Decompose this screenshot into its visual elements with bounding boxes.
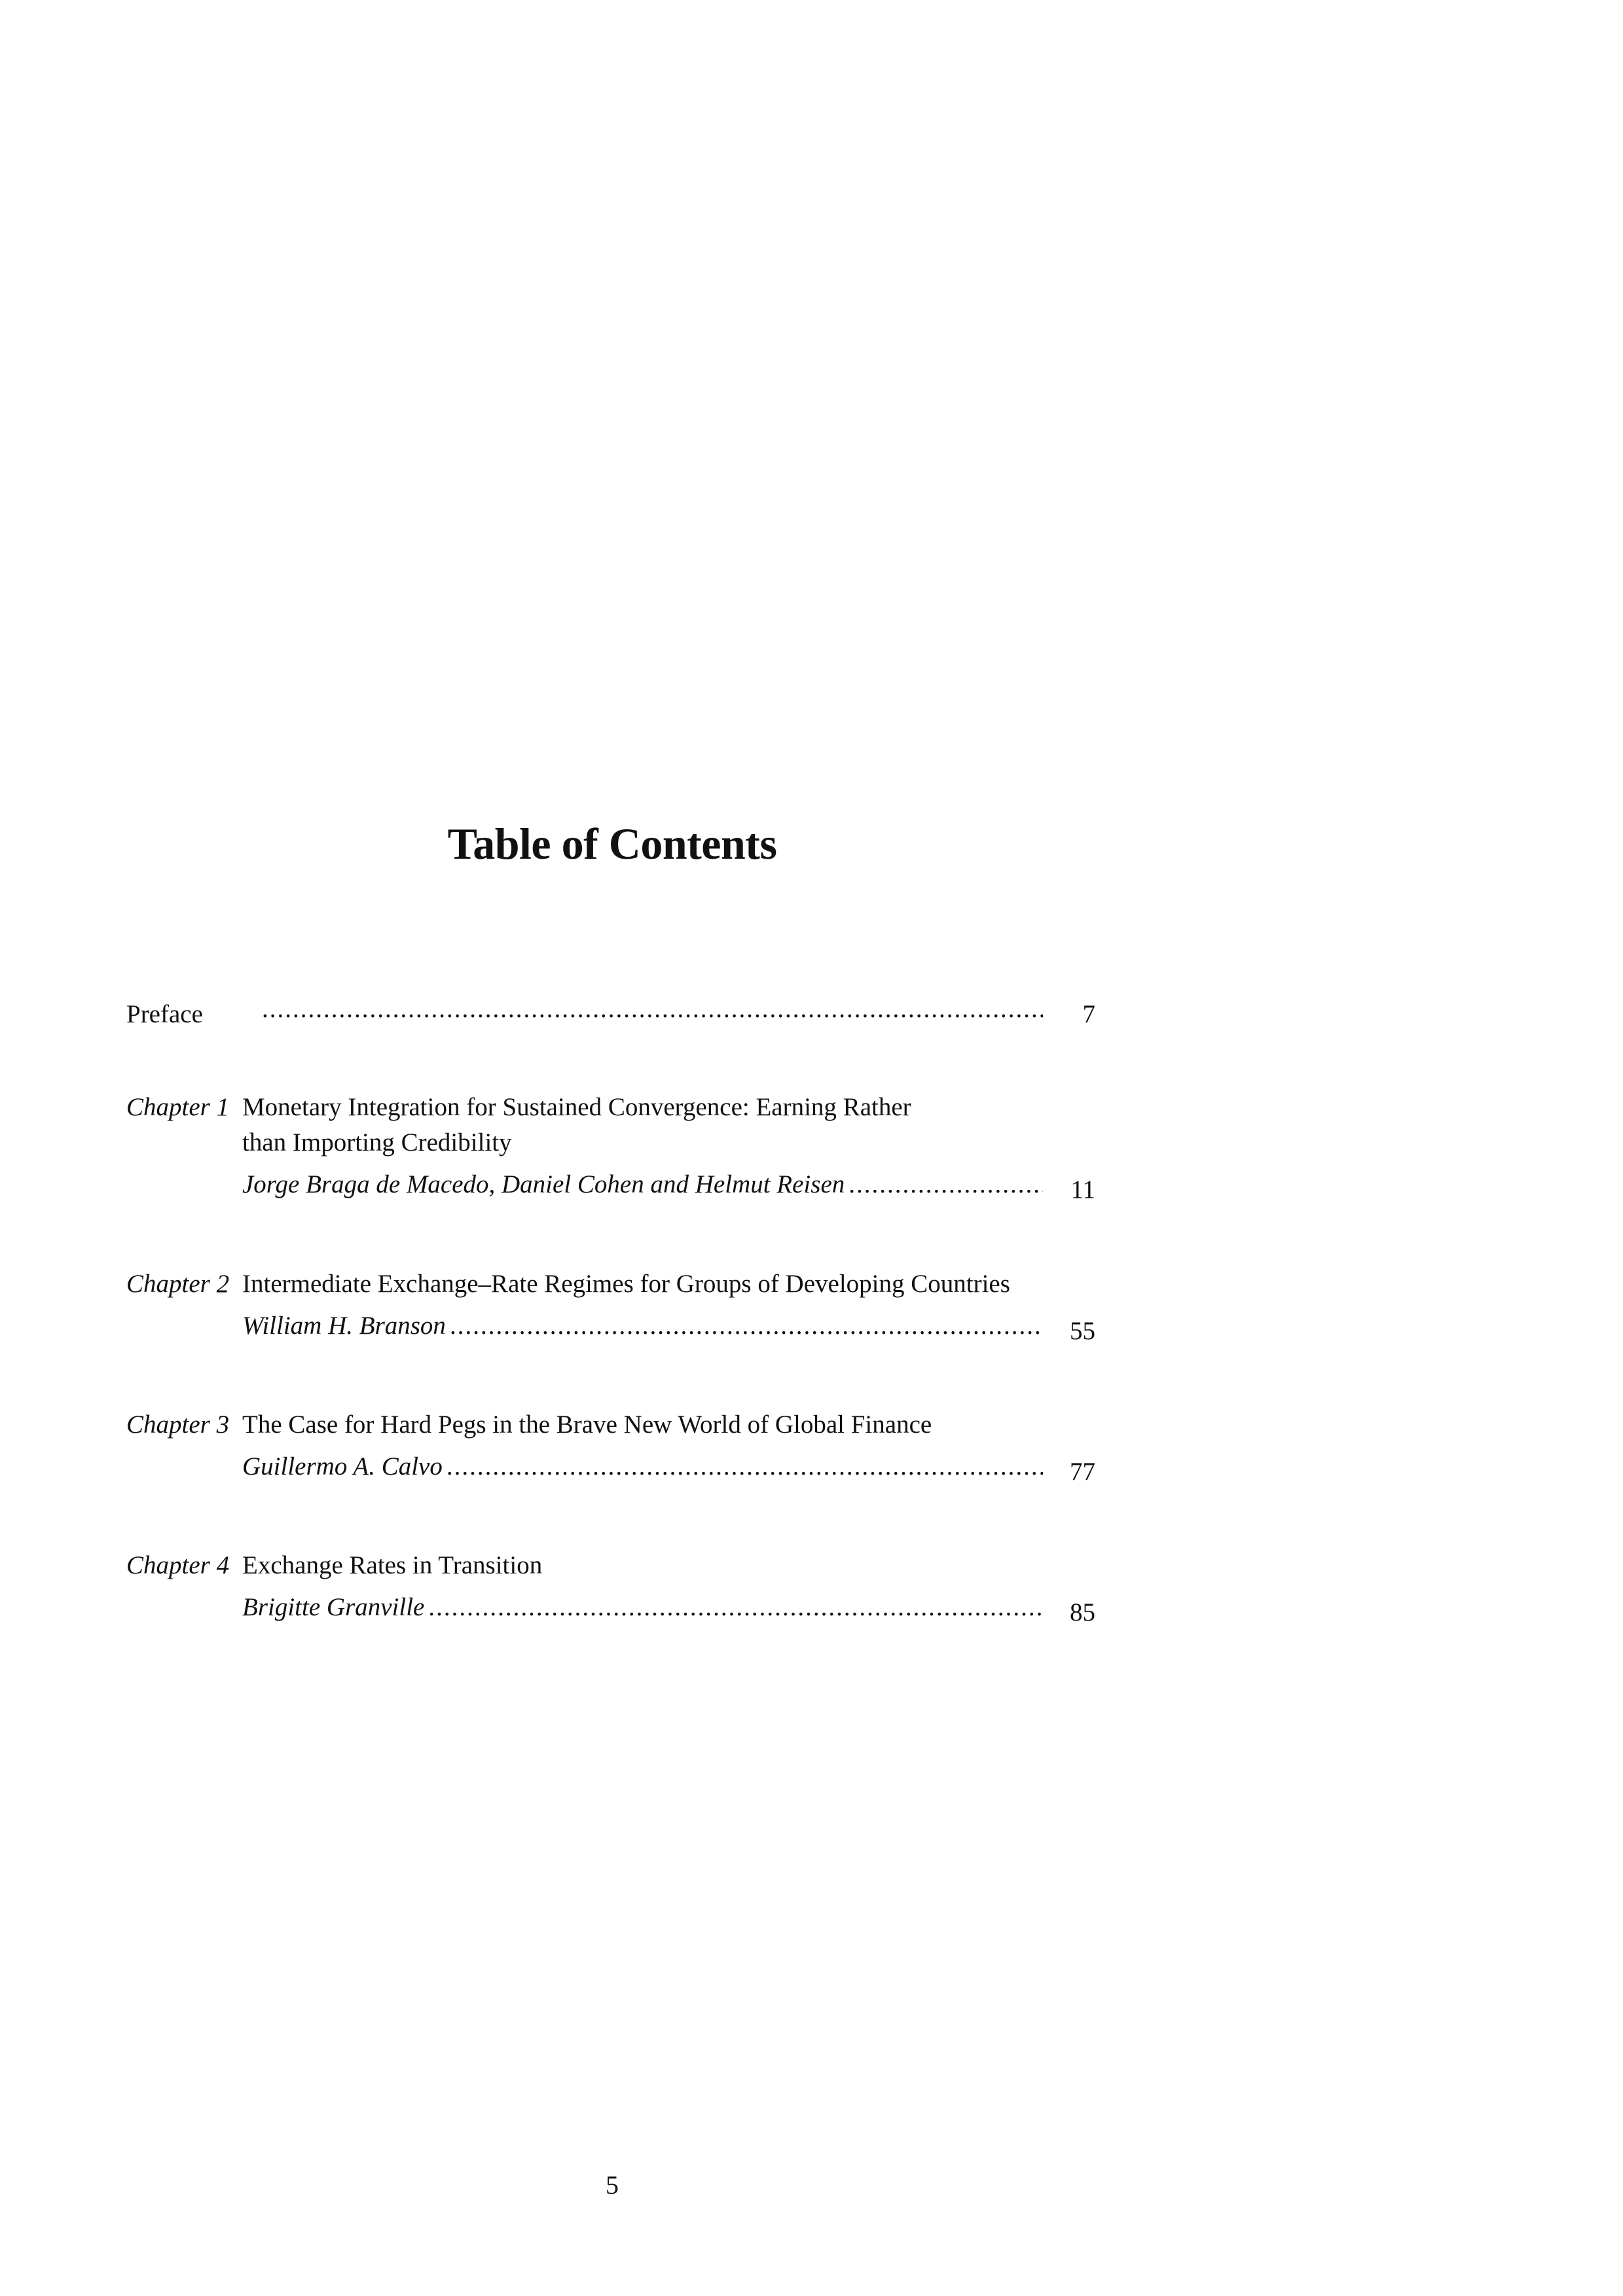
chapter-3-page-number: 77 [1070,1458,1095,1486]
chapter-4-label: Chapter 4 [126,1551,230,1579]
chapter-1-page-number: 11 [1070,1175,1095,1204]
chapter-3-author-line [242,1454,1043,1485]
chapter-4-authors: Brigitte Granville [242,1593,425,1621]
chapter-4-author-line [242,1594,1043,1626]
dot-leader [848,1172,1043,1197]
preface-leader [262,996,1043,1028]
chapter-1-label: Chapter 1 [126,1093,230,1121]
chapter-4-title: Exchange Rates in Transition [242,1551,543,1579]
dot-leader [450,1313,1043,1338]
chapter-1-title-line-2: than Importing Credibility [242,1128,512,1157]
page-title: Table of Contents [447,819,777,869]
footer-page-number: 5 [606,2170,619,2200]
chapter-2-title: Intermediate Exchange–Rate Regimes for Groups of Developing Countries [242,1270,1010,1298]
chapter-3-authors: Guillermo A. Calvo [242,1452,443,1480]
chapter-1-authors: Jorge Braga de Macedo, Daniel Cohen and Helmut Reisen [242,1170,845,1198]
dot-leader [262,996,1043,1022]
chapter-2-authors: William H. Branson [242,1312,446,1340]
dot-leader [447,1454,1043,1479]
chapter-4-page-number: 85 [1070,1598,1095,1626]
preface-page-number: 7 [1082,1000,1095,1028]
chapter-1-author-line [242,1172,1043,1203]
chapter-3-label: Chapter 3 [126,1410,230,1439]
chapter-3-title: The Case for Hard Pegs in the Brave New World of Global Finance [242,1410,932,1439]
chapter-1-title-line-1: Monetary Integration for Sustained Convergence: Earning Rather [242,1093,911,1121]
chapter-2-label: Chapter 2 [126,1270,230,1298]
preface-label: Preface [126,1000,203,1028]
dot-leader [428,1594,1043,1620]
chapter-2-author-line [242,1313,1043,1344]
chapter-2-page-number: 55 [1070,1317,1095,1345]
